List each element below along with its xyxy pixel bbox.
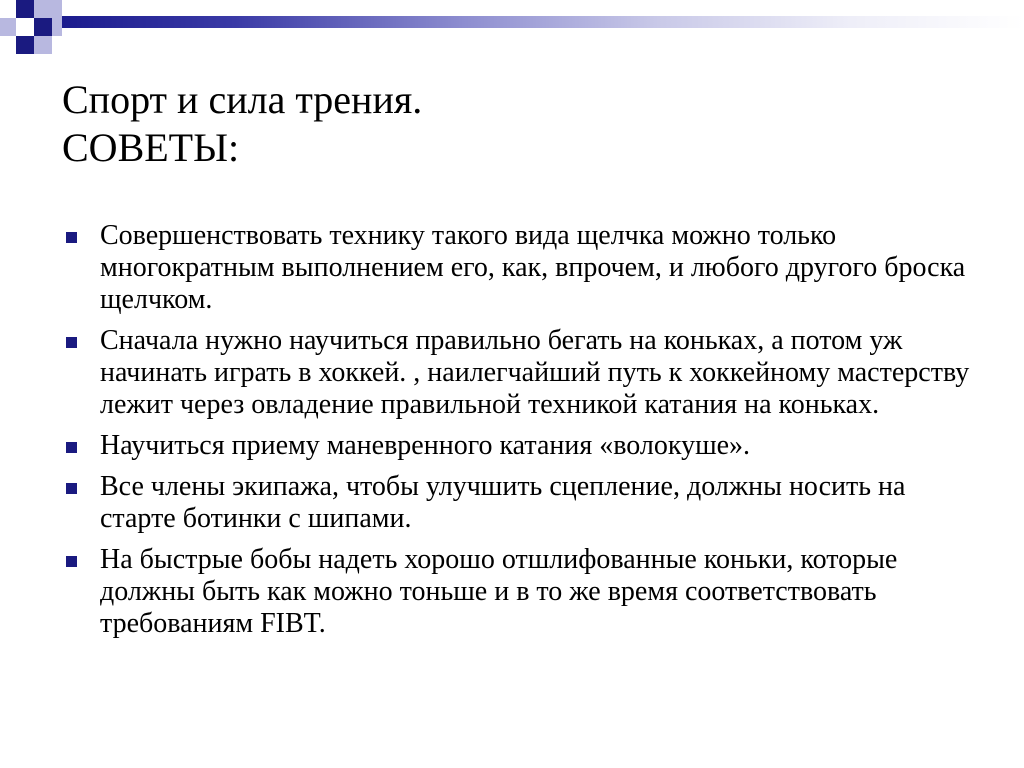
bullet-text: Научиться приему маневренного катания «волокуше». (100, 430, 751, 461)
bullet-text: На быстрые бобы надеть хорошо отшлифованные коньки, которые должны быть как можно тоньше и в то же время соответствовать требованиям FIBT. (100, 544, 898, 639)
square-bullet-icon (66, 232, 77, 243)
bullet-item (62, 471, 982, 535)
square-bullet-icon (66, 337, 77, 348)
bullet-text: Все члены экипажа, чтобы улучшить сцепление, должны носить на старте ботинки с шипами. (100, 471, 906, 534)
square-bullet-icon (66, 556, 77, 567)
square-bullet-icon (66, 483, 77, 494)
bullet-text: Сначала нужно научиться правильно бегать на коньках, а потом уж начинать играть в хоккей. , наилегчайший путь к хоккейному мастерству лежит через овладение правильной техникой катания на коньках. (100, 325, 970, 420)
slide-title-line-1: Спорт и сила трения. (62, 77, 423, 122)
square-bullet-icon (66, 442, 77, 453)
bullet-item (62, 325, 982, 421)
deco-square-2 (34, 0, 52, 18)
deco-square-8 (34, 36, 52, 54)
bullet-item (62, 544, 982, 640)
deco-square-9 (52, 18, 62, 36)
bullet-text: Совершенствовать технику такого вида щелчка можно только многократным выполнением его, как, впрочем, и любого другого броска щелчком. (100, 220, 966, 315)
deco-square-4 (16, 18, 34, 36)
bullet-item (62, 220, 982, 316)
slide-title-line-2: СОВЕТЫ: (62, 125, 240, 170)
deco-square-6 (52, 0, 62, 18)
deco-square-3 (0, 18, 16, 36)
slide-title (62, 76, 962, 172)
bullet-item (62, 430, 982, 462)
bullet-list (62, 220, 982, 649)
header-decoration (0, 0, 1024, 62)
header-gradient-bar (62, 16, 1024, 28)
deco-square-7 (16, 36, 34, 54)
deco-square-1 (16, 0, 34, 18)
deco-square-5 (34, 18, 52, 36)
